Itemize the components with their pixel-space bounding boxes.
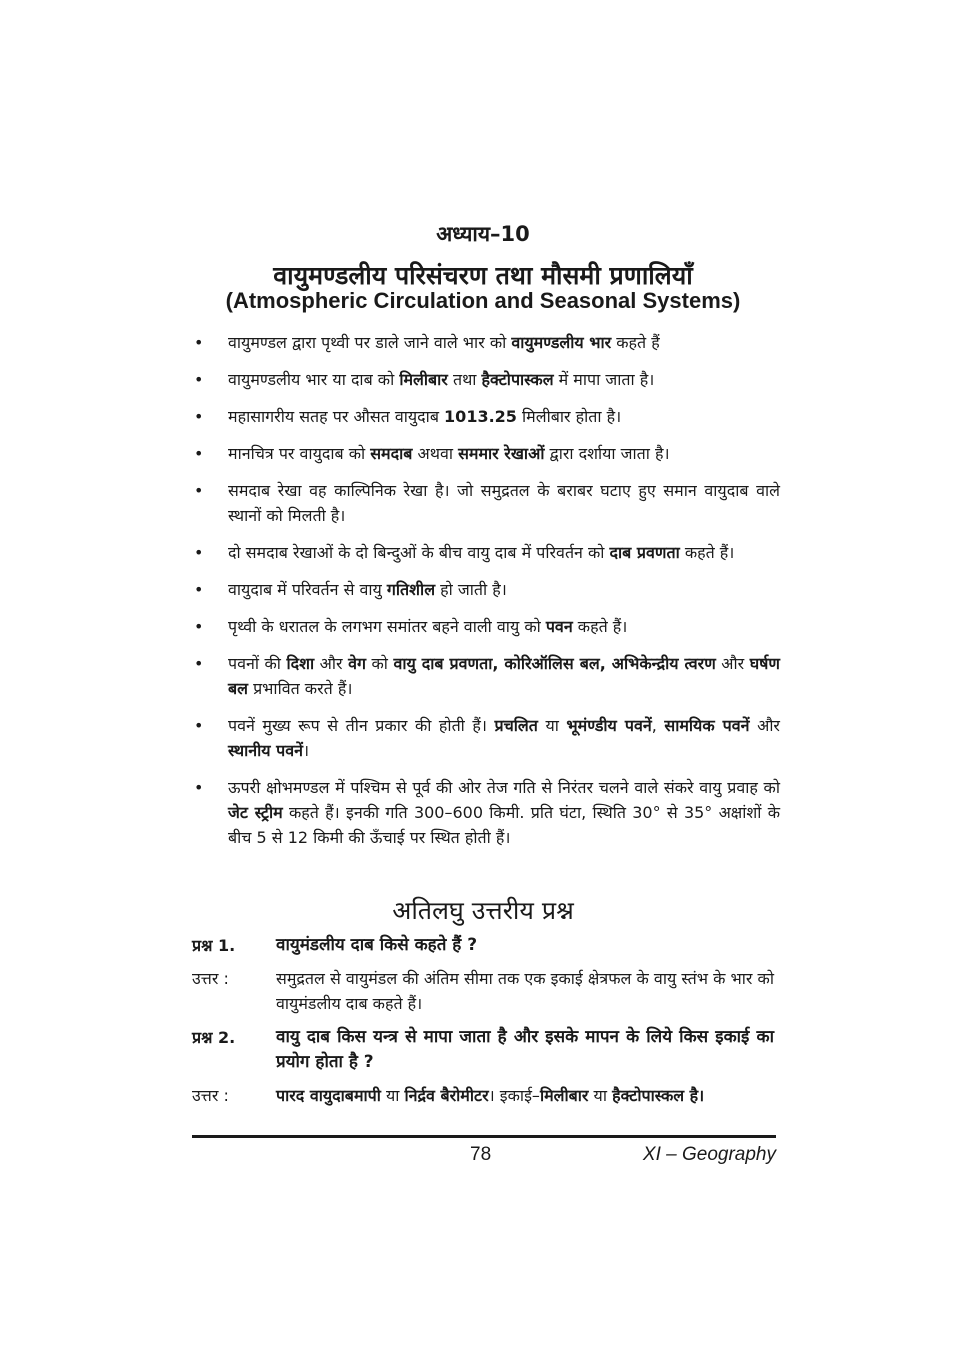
- bullet-item: [190, 330, 780, 355]
- answer-1: [192, 966, 774, 1016]
- bullet-icon: •: [194, 654, 204, 673]
- bullet-text-segment: स्थानीय पवनें: [228, 741, 304, 760]
- bullet-text-segment: को: [365, 654, 394, 673]
- bullet-text-segment: या: [537, 716, 567, 735]
- bullet-text-segment: मानचित्र पर वायुदाब को: [228, 444, 371, 463]
- bullet-text-segment: हैक्टोपास्कल: [481, 370, 554, 389]
- bullet-text-segment: कहते हैं।: [572, 617, 628, 636]
- bullet-icon: •: [194, 543, 204, 562]
- bullet-text-segment: पवनें मुख्य रूप से तीन प्रकार की होती हैं।: [228, 716, 495, 735]
- bullet-text-segment: पवन: [545, 617, 573, 636]
- bullet-item: [190, 614, 780, 639]
- answer-2-segment: या: [380, 1086, 405, 1105]
- question-1-text: वायुमंडलीय दाब किसे कहते हैं ?: [276, 935, 478, 955]
- answer-2-segment: निर्द्रव बैरोमीटर: [404, 1086, 489, 1105]
- bullet-text-segment: मिलीबार होता है।: [516, 407, 622, 426]
- question-1: [192, 933, 774, 958]
- bullet-text-segment: द्वारा दर्शाया जाता है।: [544, 444, 670, 463]
- bullet-text-segment: ,: [651, 716, 665, 735]
- answer-1-text: समुद्रतल से वायुमंडल की अंतिम सीमा तक एक इकाई क्षेत्रफल के वायु स्तंभ के भार को वायुमंडलीय दाब कहते हैं।: [276, 969, 774, 1013]
- bullet-text-segment: गतिशील: [386, 580, 436, 599]
- bullet-item: [190, 577, 780, 602]
- bullet-text-segment: सामयिक पवनें: [664, 716, 750, 735]
- answer-2: [192, 1083, 774, 1108]
- footer-subject: XI – Geography: [642, 1144, 776, 1165]
- answer-1-label: उत्तर :: [192, 969, 229, 988]
- bullet-text-segment: समदाब: [370, 444, 413, 463]
- section-heading: अतिलघु उत्तरीय प्रश्न: [392, 896, 574, 925]
- chapter-title-hindi: वायुमण्डलीय परिसंचरण तथा मौसमी प्रणालियाँ: [273, 261, 693, 290]
- answer-2-segment: । इकाई–: [488, 1086, 540, 1105]
- bullet-icon: •: [194, 716, 204, 735]
- bullet-text-segment: वायुदाब में परिवर्तन से वायु: [228, 580, 387, 599]
- bullet-text-segment: दाब प्रवणता: [609, 543, 680, 562]
- bullet-text-segment: 1013.25: [444, 407, 517, 426]
- chapter-title-english: (Atmospheric Circulation and Seasonal Systems): [225, 288, 741, 313]
- bullet-text-segment: कहते हैं: [611, 333, 660, 352]
- bullet-text-segment: जेट स्ट्रीम: [228, 803, 283, 822]
- bullet-text-segment: में मापा जाता है।: [553, 370, 655, 389]
- bullet-item: [190, 441, 780, 466]
- footer-divider: [192, 1135, 776, 1138]
- question-1-label: प्रश्न 1.: [192, 936, 236, 955]
- bullet-text-segment: ।: [303, 741, 310, 760]
- bullet-icon: •: [194, 481, 204, 500]
- bullet-text-segment: वायु दाब प्रवणता, कोरिऑलिस बल, अभिकेन्द्रीय त्वरण: [393, 654, 716, 673]
- bullet-text-segment: वायुमण्डलीय भार: [511, 333, 612, 352]
- bullet-text-segment: अथवा: [412, 444, 459, 463]
- bullet-item: [190, 404, 780, 429]
- answer-2-segment: या: [588, 1086, 613, 1105]
- bullet-text-segment: और: [715, 654, 750, 673]
- bullet-text-segment: सममार रेखाओं: [458, 444, 545, 463]
- question-2-text: वायु दाब किस यन्त्र से मापा जाता है और इसके मापन के लिये किस इकाई का प्रयोग होता है ?: [276, 1027, 774, 1072]
- question-2: [192, 1025, 774, 1075]
- bullet-text-segment: पवनों की: [228, 654, 287, 673]
- bullet-text-segment: कहते हैं।: [679, 543, 735, 562]
- answer-2-text: [276, 1083, 774, 1108]
- bullet-icon: •: [194, 617, 204, 636]
- bullet-item: [190, 775, 780, 850]
- bullet-text-segment: और: [314, 654, 349, 673]
- bullet-text-segment: और: [749, 716, 780, 735]
- question-2-label: प्रश्न 2.: [192, 1028, 236, 1047]
- bullet-text-segment: मिलीबार: [399, 370, 448, 389]
- bullet-text-segment: ऊपरी क्षोभमण्डल में पश्चिम से पूर्व की ओर तेज गति से निरंतर चलने वाले संकरे वायु प्रवाह को: [228, 778, 780, 797]
- bullet-icon: •: [194, 370, 204, 389]
- bullet-text-segment: कहते हैं। इनकी गति 300–600 किमी. प्रति घंटा, स्थिति 30° से 35° अक्षांशों के बीच 5 से 12 किमी की ऊँचाई पर स्थित होती हैं।: [228, 803, 780, 847]
- chapter-number: अध्याय–10: [436, 222, 530, 246]
- key-points-list: [190, 330, 780, 862]
- bullet-item: [190, 478, 780, 528]
- bullet-text-segment: महासागरीय सतह पर औसत वायुदाब: [228, 407, 445, 426]
- bullet-item: [190, 713, 780, 763]
- bullet-item: [190, 540, 780, 565]
- answer-2-segment: मिलीबार: [539, 1086, 589, 1105]
- bullet-icon: •: [194, 444, 204, 463]
- answer-2-label: उत्तर :: [192, 1086, 229, 1105]
- bullet-text-segment: भूमंण्डीय पवनें: [566, 716, 652, 735]
- bullet-text-segment: प्रभावित करते हैं।: [247, 679, 353, 698]
- answer-2-segment: हैक्टोपास्कल है।: [612, 1086, 705, 1105]
- page-number: 78: [470, 1144, 492, 1165]
- bullet-text-segment: प्रचलित: [494, 716, 538, 735]
- bullet-text-segment: हो जाती है।: [435, 580, 507, 599]
- bullet-text-segment: वायुमण्डलीय भार या दाब को: [228, 370, 400, 389]
- bullet-icon: •: [194, 333, 204, 352]
- bullet-text-segment: घर्षण बल: [228, 654, 780, 698]
- bullet-text-segment: वायुमण्डल द्वारा पृथ्वी पर डाले जाने वाले भार को: [228, 333, 512, 352]
- answer-2-segment: पारद वायुदाबमापी: [276, 1086, 381, 1105]
- bullet-icon: •: [194, 778, 204, 797]
- bullet-text-segment: पृथ्वी के धरातल के लगभग समांतर बहने वाली वायु को: [228, 617, 546, 636]
- bullet-text-segment: वेग: [348, 654, 366, 673]
- bullet-text-segment: दो समदाब रेखाओं के दो बिन्दुओं के बीच वायु दाब में परिवर्तन को: [228, 543, 610, 562]
- bullet-icon: •: [194, 407, 204, 426]
- bullet-item: [190, 367, 780, 392]
- bullet-text-segment: समदाब रेखा वह काल्पिनिक रेखा है। जो समुद्रतल के बराबर घटाए हुए समान वायुदाब वाले स्थानों को मिलती है।: [228, 481, 780, 525]
- bullet-icon: •: [194, 580, 204, 599]
- bullet-item: [190, 651, 780, 701]
- bullet-text-segment: तथा: [447, 370, 482, 389]
- bullet-text-segment: दिशा: [286, 654, 315, 673]
